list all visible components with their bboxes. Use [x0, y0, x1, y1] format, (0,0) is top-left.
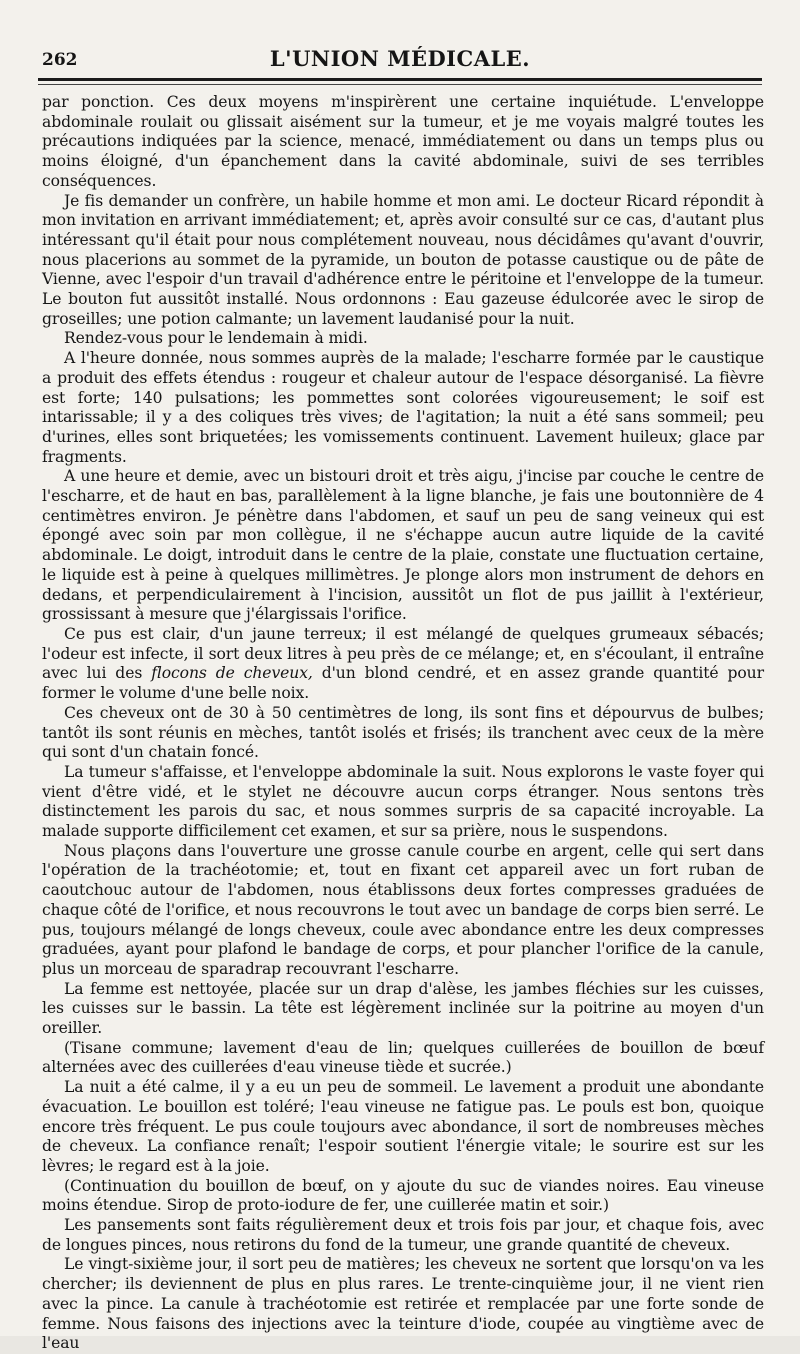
paragraph: [42, 625, 764, 704]
paragraph: par ponction. Ces deux moyens m'inspirèrent une certaine inquiétude. L'enveloppe abdominale roulait ou glissait aisément sur la tumeur, et je me voyais malgré toutes les précautions indiquées par la science, menacé, immédiatement ou dans un temps plus ou moins éloigné, d'un épanchement dans la cavité abdominale, suivi de ses terribles conséquences.: [42, 93, 764, 190]
paragraph: La tumeur s'affaisse, et l'enveloppe abdominale la suit. Nous explorons le vaste foyer qui vient d'être vidé, et le stylet ne découvre aucun corps étranger. Nous sentons très distinctement les parois du sac, et nous sommes surpris de sa capacité incroyable. La malade supporte difficilement cet examen, et sur sa prière, nous le suspendons.: [42, 762, 764, 841]
paragraph: Je fis demander un confrère, un habile homme et mon ami. Le docteur Ricard répondit à mon invitation en arrivant immédiatement; et, après avoir consulté sur ce cas, d'autant plus intéressant qu'il était pour nous complétement nouveau, nous décidâmes qu'avant d'ouvrir, nous placerions au sommet de la pyramide, un bouton de potasse caustique ou de pâte de Vienne, avec l'espoir d'un travail d'adhérence entre le péritoine et l'enveloppe de la tumeur. Le bouton fut aussitôt installé. Nous ordonnons : Eau gazeuse édulcorée avec le sirop de groseilles; une potion calmante; un lavement laudanisé pour la nuit.: [42, 191, 764, 328]
paragraph: (Tisane commune; lavement d'eau de lin; quelques cuillerées de bouillon de bœuf alternées avec des cuillerées d'eau vineuse tiède et sucrée.): [42, 1038, 764, 1077]
running-title: L'UNION MÉDICALE.: [269, 46, 531, 71]
page-header: [40, 44, 760, 74]
paragraph: Nous plaçons dans l'ouverture une grosse canule courbe en argent, celle qui sert dans l'opération de la trachéotomie; et, tout en fixant cet appareil avec un fort ruban de caoutchouc autour de l'abdomen, nous établissons deux fortes compresses graduées de chaque côté de l'orifice, et nous recouvrons le tout avec un bandage de corps bien serré. Le pus, toujours mélangé de longs cheveux, coule avec abondance entre les deux compresses graduées, ayant pour plafond le bandage de corps, et pour plancher l'orifice de la canule, plus un morceau de sparadrap recouvrant l'escharre.: [42, 841, 764, 978]
page-number: 262: [42, 50, 78, 70]
paragraph: Ces cheveux ont de 30 à 50 centimètres de long, ils sont fins et dépourvus de bulbes; tantôt ils sont réunis en mèches, tantôt isolés et frisés; ils tranchent avec ceux de la mère qui sont d'un chatain foncé.: [42, 703, 764, 762]
paragraph: (Continuation du bouillon de bœuf, on y ajoute du suc de viandes noires. Eau vineuse moins étendue. Sirop de proto-iodure de fer, une cuillerée matin et soir.): [42, 1176, 764, 1215]
paragraph-text: d'un blond cendré, et en assez grande quantité pour former le volume d'une belle noix.: [42, 664, 764, 703]
header-rule: [38, 78, 762, 81]
italic-phrase: flocons de cheveux,: [151, 664, 313, 683]
paragraph: Les pansements sont faits régulièrement deux et trois fois par jour, et chaque fois, avec de longues pinces, nous retirons du fond de la tumeur, une grande quantité de cheveux.: [42, 1216, 764, 1254]
paragraph: A une heure et demie, avec un bistouri droit et très aigu, j'incise par couche le centre de l'escharre, et de haut en bas, parallèlement à la ligne blanche, je fais une boutonnière de 4 centimètres environ. Je pénètre dans l'abdomen, et sauf un peu de sang veineux qui est épongé avec soin par mon collègue, il ne s'échappe aucun autre liquide de la cavité abdominale. Le doigt, introduit dans le centre de la plaie, constate une fluctuation certaine, le liquide est à peine à quelques millimètres. Je plonge alors mon instrument de dehors en dedans, et perpendiculairement à l'incision, aussitôt un flot de pus jaillit à l'extérieur, grossissant à mesure que j'élargissais l'orifice.: [42, 467, 764, 624]
header-rule-thin: [38, 84, 762, 85]
paragraph: Le vingt-sixième jour, il sort peu de matières; les cheveux ne sortent que lorsqu'on va les chercher; ils deviennent de plus en plus rares. Le trente-cinquième jour, il ne vient rien avec la pince. La canule à trachéotomie est retirée et remplacée par une forte sonde de femme. Nous faisons des injections avec la teinture d'iode, coupée au vingtième avec de l'eau: [42, 1255, 764, 1353]
paragraph: A l'heure donnée, nous sommes auprès de la malade; l'escharre formée par le caustique a produit des effets étendus : rougeur et chaleur autour de l'espace désorganisé. La fièvre est forte; 140 pulsations; les pommettes sont colorées vigoureusement; le soif est intarissable; il y a des coliques très vives; de l'agitation; la nuit a été sans sommeil; peu d'urines, elles sont briquetées; les vomissements continuent. Lavement huileux; glace par fragments.: [42, 349, 764, 466]
body-text: [42, 93, 764, 1354]
paragraph: La nuit a été calme, il y a eu un peu de sommeil. Le lavement a produit une abondante évacuation. Le bouillon est toléré; l'eau vineuse ne fatigue pas. Le pouls est bon, quoique encore très fréquent. Le pus coule toujours avec abondance, il sort de nombreuses mèches de cheveux. La confiance renaît; l'espoir soutient l'énergie vitale; le sourire est sur les lèvres; le regard est à la joie.: [42, 1078, 764, 1175]
paragraph-text: Ce pus est clair, d'un jaune terreux; il est mélangé de quelques grumeaux sébacés; l'odeur est infecte, il sort deux litres à peu près de ce mélange; et, en s'écoulant, il entraîne avec lui des: [42, 624, 764, 683]
paragraph: La femme est nettoyée, placée sur un drap d'alèse, les jambes fléchies sur les cuisses, les cuisses sur le bassin. La tête est légèrement inclinée sur la poitrine au moyen d'un oreiller.: [42, 979, 764, 1038]
paragraph: Rendez-vous pour le lendemain à midi.: [64, 329, 368, 348]
